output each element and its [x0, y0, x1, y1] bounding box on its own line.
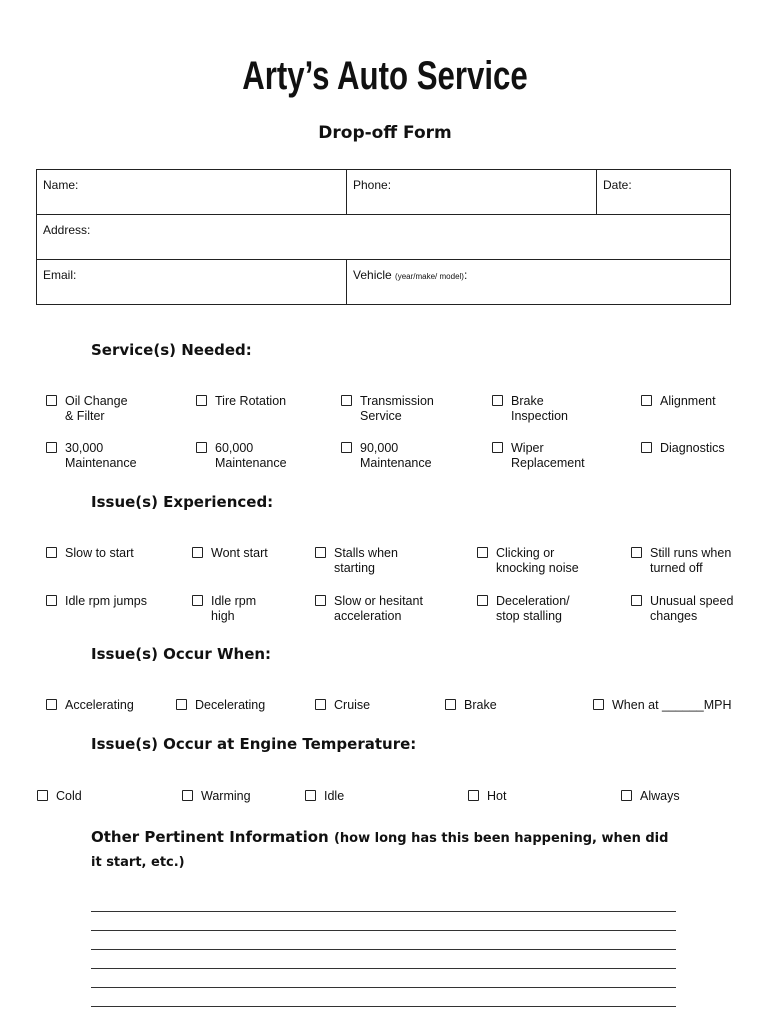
option-label: Still runs when turned off [650, 546, 732, 575]
services-option[interactable] [641, 441, 725, 456]
vehicle-colon: : [463, 268, 468, 282]
checkbox[interactable] [305, 790, 316, 801]
checkbox[interactable] [641, 395, 652, 406]
issues-option[interactable] [315, 594, 423, 624]
issues-option[interactable] [631, 546, 731, 576]
services-option[interactable] [46, 394, 128, 424]
option-label: 60,000 Maintenance [215, 441, 287, 470]
checkbox[interactable] [196, 442, 207, 453]
issues-option[interactable] [477, 594, 570, 624]
vehicle-note: (year/make/ model) [395, 272, 464, 281]
option-label: Always [640, 789, 680, 803]
option-label: Unusual speed changes [650, 594, 734, 623]
option-label: Diagnostics [660, 441, 725, 455]
checkbox[interactable] [46, 699, 57, 710]
option-label: Slow or hesitant acceleration [334, 594, 423, 623]
date-field[interactable] [597, 170, 731, 215]
option-label: Brake [464, 698, 497, 712]
checkbox[interactable] [621, 790, 632, 801]
occur-option[interactable] [593, 698, 732, 713]
checkbox[interactable] [341, 442, 352, 453]
other-info-heading [91, 826, 681, 874]
checkbox[interactable] [192, 595, 203, 606]
writing-line[interactable] [91, 893, 676, 912]
option-label: Tire Rotation [215, 394, 287, 408]
checkbox[interactable] [477, 595, 488, 606]
name-field[interactable] [37, 170, 347, 215]
checkbox[interactable] [182, 790, 193, 801]
address-field[interactable] [37, 215, 731, 260]
checkbox[interactable] [593, 699, 604, 710]
checkbox[interactable] [46, 395, 57, 406]
customer-info-table [36, 169, 731, 305]
checkbox[interactable] [631, 547, 642, 558]
occur-option[interactable] [445, 698, 497, 713]
writing-line[interactable] [91, 969, 676, 988]
name-label: Name: [43, 178, 79, 192]
services-option[interactable] [641, 394, 716, 409]
checkbox[interactable] [46, 547, 57, 558]
services-option[interactable] [196, 394, 286, 409]
address-label: Address: [43, 223, 91, 237]
checkbox[interactable] [192, 547, 203, 558]
checkbox[interactable] [477, 547, 488, 558]
checkbox[interactable] [315, 547, 326, 558]
vehicle-label: Vehicle [353, 268, 392, 282]
option-label: Hot [487, 789, 507, 803]
temp-option[interactable] [468, 789, 506, 804]
option-label: Wiper Replacement [511, 441, 585, 470]
option-label: Deceleration/ stop stalling [496, 594, 570, 623]
other-info-lines[interactable] [91, 893, 676, 1007]
option-label: Cold [56, 789, 82, 803]
checkbox[interactable] [315, 595, 326, 606]
date-label: Date: [603, 178, 632, 192]
temp-option[interactable] [305, 789, 344, 804]
issues-option[interactable] [192, 546, 268, 561]
issues-option[interactable] [192, 594, 256, 624]
checkbox[interactable] [196, 395, 207, 406]
other-info-note: (how long has this been happening, when did it start, etc.) [91, 831, 669, 870]
temp-option[interactable] [621, 789, 680, 804]
services-option[interactable] [196, 441, 287, 471]
other-info-title: Other Pertinent Information [91, 828, 329, 846]
checkbox[interactable] [445, 699, 456, 710]
vehicle-field[interactable] [347, 260, 731, 305]
occur-option[interactable] [315, 698, 370, 713]
checkbox[interactable] [641, 442, 652, 453]
writing-line[interactable] [91, 931, 676, 950]
option-label: Alignment [660, 394, 716, 408]
services-option[interactable] [492, 441, 585, 471]
option-label: Accelerating [65, 698, 134, 712]
issues-option[interactable] [477, 546, 579, 576]
phone-field[interactable] [347, 170, 597, 215]
option-label: Oil Change & Filter [65, 394, 128, 423]
checkbox[interactable] [492, 442, 503, 453]
checkbox[interactable] [341, 395, 352, 406]
form-subtitle: Drop-off Form [318, 123, 452, 143]
services-option[interactable] [492, 394, 568, 424]
engine-temp-heading: Issue(s) Occur at Engine Temperature: [91, 735, 417, 753]
temp-option[interactable] [37, 789, 82, 804]
checkbox[interactable] [492, 395, 503, 406]
issues-heading: Issue(s) Experienced: [91, 493, 274, 511]
option-label: 90,000 Maintenance [360, 441, 432, 470]
issues-option[interactable] [631, 594, 733, 624]
option-label: Stalls when starting [334, 546, 398, 575]
email-label: Email: [43, 268, 77, 282]
issues-option[interactable] [315, 546, 398, 576]
checkbox[interactable] [37, 790, 48, 801]
option-label: 30,000 Maintenance [65, 441, 137, 470]
checkbox[interactable] [46, 595, 57, 606]
services-heading: Service(s) Needed: [91, 341, 252, 359]
option-label: Slow to start [65, 546, 134, 560]
checkbox[interactable] [631, 595, 642, 606]
temp-option[interactable] [182, 789, 251, 804]
form-title: Arty’s Auto Service [242, 54, 528, 98]
services-option[interactable] [341, 441, 432, 471]
writing-line[interactable] [91, 912, 676, 931]
phone-label: Phone: [353, 178, 392, 192]
issues-option[interactable] [46, 546, 134, 561]
option-label: Brake Inspection [511, 394, 568, 423]
services-option[interactable] [341, 394, 434, 424]
option-label: Wont start [211, 546, 268, 560]
writing-line[interactable] [91, 950, 676, 969]
option-label: Transmission Service [360, 394, 434, 423]
issues-option[interactable] [46, 594, 147, 609]
checkbox[interactable] [176, 699, 187, 710]
checkbox[interactable] [315, 699, 326, 710]
occur-option[interactable] [46, 698, 134, 713]
option-label: Clicking or knocking noise [496, 546, 579, 575]
checkbox[interactable] [468, 790, 479, 801]
option-label: Cruise [334, 698, 371, 712]
services-option[interactable] [46, 441, 137, 471]
email-field[interactable] [37, 260, 347, 305]
option-label: Idle [324, 789, 345, 803]
option-label: Decelerating [195, 698, 266, 712]
option-label: Warming [201, 789, 251, 803]
option-label: Idle rpm jumps [65, 594, 147, 608]
occur-option[interactable] [176, 698, 265, 713]
writing-line[interactable] [91, 988, 676, 1007]
checkbox[interactable] [46, 442, 57, 453]
option-label: When at ______MPH [612, 698, 732, 712]
option-label: Idle rpm high [211, 594, 257, 623]
occur-when-heading: Issue(s) Occur When: [91, 645, 272, 663]
